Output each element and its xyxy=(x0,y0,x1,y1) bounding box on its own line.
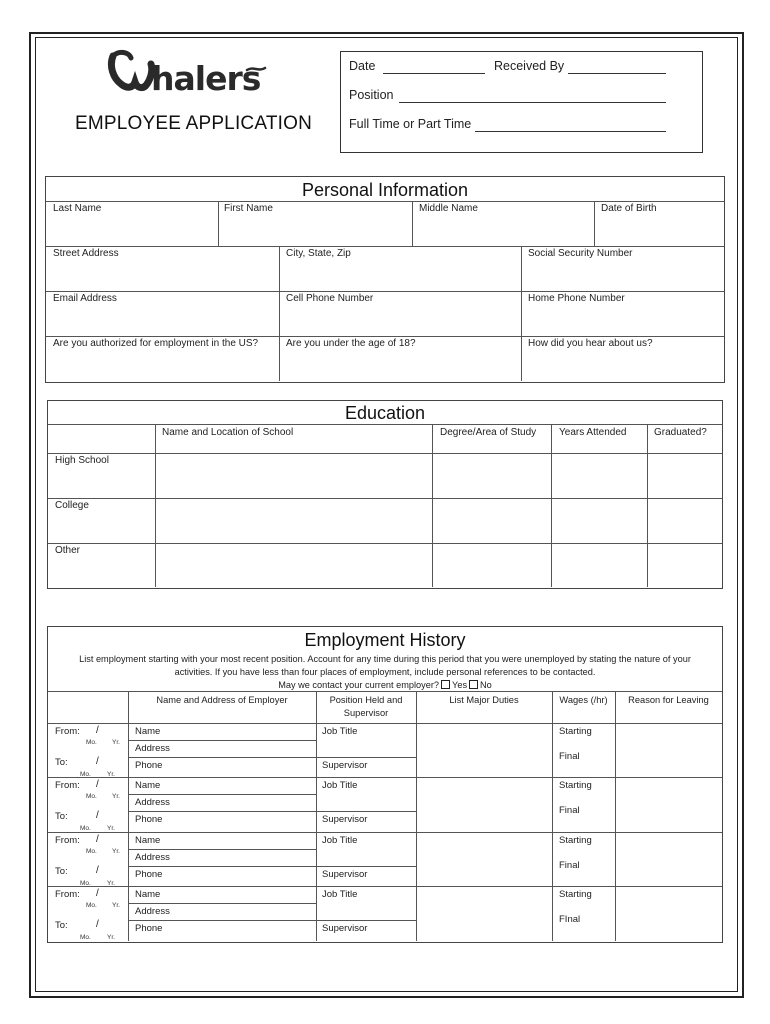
month-hint: Mo. xyxy=(80,934,91,941)
col-reason: Reason for Leaving xyxy=(628,695,709,705)
col-position-2: Supervisor xyxy=(343,708,389,718)
to-label: To: xyxy=(55,920,68,931)
first-name-field[interactable]: First Name xyxy=(224,203,273,214)
svg-text:halers: halers xyxy=(151,59,261,98)
year-hint: Yr. xyxy=(107,825,115,832)
received-by-field[interactable] xyxy=(568,73,666,74)
row-college: College xyxy=(55,500,89,511)
home-phone-field[interactable]: Home Phone Number xyxy=(528,293,625,304)
authorized-field[interactable]: Are you authorized for employment in the US? xyxy=(53,338,259,349)
personal-information-title: Personal Information xyxy=(301,180,469,200)
divider xyxy=(432,424,433,587)
divider xyxy=(128,903,316,904)
full-part-time-field[interactable] xyxy=(475,131,666,132)
supervisor-field[interactable]: Supervisor xyxy=(322,869,368,880)
divider xyxy=(594,201,595,246)
employer-name-field[interactable]: Name xyxy=(135,726,161,737)
col-employer: Name and Address of Employer xyxy=(156,695,288,705)
date-slash: / xyxy=(96,888,99,899)
job-title-field[interactable]: Job Title xyxy=(322,726,358,737)
divider xyxy=(128,757,316,758)
full-part-time-label: Full Time or Part Time xyxy=(349,117,472,131)
col-school: Name and Location of School xyxy=(162,427,294,438)
employment-history-title: Employment History xyxy=(304,630,466,650)
divider xyxy=(48,691,722,692)
year-hint: Yr. xyxy=(112,739,120,746)
divider xyxy=(128,794,316,795)
received-by-label: Received By xyxy=(494,59,565,73)
year-hint: Yr. xyxy=(107,880,115,887)
date-slash: / xyxy=(96,810,99,821)
divider xyxy=(48,777,722,778)
employer-phone-field[interactable]: Phone xyxy=(135,869,163,880)
month-hint: Mo. xyxy=(86,739,97,746)
divider xyxy=(647,424,648,587)
employer-phone-field[interactable]: Phone xyxy=(135,760,163,771)
divider xyxy=(218,201,219,246)
divider xyxy=(48,832,722,833)
starting-wage-field[interactable]: Starting xyxy=(559,889,592,900)
date-of-birth-field[interactable]: Date of Birth xyxy=(601,203,657,214)
employment-history-section xyxy=(47,626,723,943)
final-wage-field[interactable]: Final xyxy=(559,751,580,762)
email-field[interactable]: Email Address xyxy=(53,293,117,304)
ssn-field[interactable]: Social Security Number xyxy=(528,248,633,259)
divider xyxy=(128,920,316,921)
to-label: To: xyxy=(55,757,68,768)
year-hint: Yr. xyxy=(112,848,120,855)
supervisor-field[interactable]: Supervisor xyxy=(322,760,368,771)
divider xyxy=(48,453,722,454)
yes-checkbox[interactable] xyxy=(441,680,450,689)
employer-name-field[interactable]: Name xyxy=(135,835,161,846)
instruction-line-1: List employment starting with your most recent position. Account for any time during this period that you were unemployed by stating the nature of your xyxy=(79,654,691,664)
job-title-field[interactable]: Job Title xyxy=(322,889,358,900)
col-duties: List Major Duties xyxy=(449,695,519,705)
row-high-school: High School xyxy=(55,455,109,466)
employer-name-field[interactable]: Name xyxy=(135,889,161,900)
month-hint: Mo. xyxy=(80,880,91,887)
date-slash: / xyxy=(96,834,99,845)
col-degree: Degree/Area of Study xyxy=(440,427,537,438)
divider xyxy=(46,336,724,337)
month-hint: Mo. xyxy=(86,848,97,855)
yes-label: Yes xyxy=(452,680,468,690)
col-graduated: Graduated? xyxy=(654,427,707,438)
street-address-field[interactable]: Street Address xyxy=(53,248,119,259)
to-label: To: xyxy=(55,811,68,822)
divider xyxy=(46,246,724,247)
middle-name-field[interactable]: Middle Name xyxy=(419,203,478,214)
year-hint: Yr. xyxy=(107,934,115,941)
starting-wage-field[interactable]: Starting xyxy=(559,780,592,791)
divider xyxy=(316,691,317,941)
job-title-field[interactable]: Job Title xyxy=(322,780,358,791)
divider xyxy=(412,201,413,246)
divider xyxy=(316,920,416,921)
divider xyxy=(46,201,724,202)
no-label: No xyxy=(480,680,492,690)
education-title: Education xyxy=(344,403,426,423)
divider xyxy=(279,246,280,381)
date-slash: / xyxy=(96,865,99,876)
employer-address-field[interactable]: Address xyxy=(135,852,170,863)
divider xyxy=(48,723,722,724)
from-label: From: xyxy=(55,726,80,737)
last-name-field[interactable]: Last Name xyxy=(53,203,102,214)
employer-phone-field[interactable]: Phone xyxy=(135,814,163,825)
contact-question-row xyxy=(48,680,722,690)
divider xyxy=(316,757,416,758)
contact-question: May we contact your current employer? xyxy=(278,680,440,690)
divider xyxy=(316,811,416,812)
job-title-field[interactable]: Job Title xyxy=(322,835,358,846)
divider xyxy=(128,740,316,741)
form-title: EMPLOYEE APPLICATION xyxy=(75,113,313,134)
personal-information-section xyxy=(45,176,725,383)
date-label: Date xyxy=(349,59,376,73)
under-18-field[interactable]: Are you under the age of 18? xyxy=(286,338,416,349)
row-other: Other xyxy=(55,545,81,556)
col-wages: Wages (/hr) xyxy=(559,695,608,705)
employer-name-field[interactable]: Name xyxy=(135,780,161,791)
divider xyxy=(551,424,552,587)
education-section xyxy=(47,400,723,589)
no-checkbox[interactable] xyxy=(469,680,478,689)
divider xyxy=(128,811,316,812)
employer-address-field[interactable]: Address xyxy=(135,797,170,808)
date-slash: / xyxy=(96,725,99,736)
month-hint: Mo. xyxy=(86,793,97,800)
how-heard-field[interactable]: How did you hear about us? xyxy=(528,338,653,349)
office-use-box xyxy=(340,51,703,153)
divider xyxy=(48,886,722,887)
month-hint: Mo. xyxy=(80,825,91,832)
instruction-line-2: activities. If you have less than four places of employment, include personal references to be contacted. xyxy=(174,667,596,677)
whalers-logo xyxy=(107,48,267,102)
divider xyxy=(128,849,316,850)
divider xyxy=(416,691,417,941)
cell-phone-field[interactable]: Cell Phone Number xyxy=(286,293,374,304)
divider xyxy=(316,866,416,867)
col-position-1: Position Held and xyxy=(329,695,403,705)
divider xyxy=(48,498,722,499)
year-hint: Yr. xyxy=(112,793,120,800)
date-field[interactable] xyxy=(383,73,485,74)
final-wage-field[interactable]: Final xyxy=(559,805,580,816)
month-hint: Mo. xyxy=(86,902,97,909)
position-label: Position xyxy=(349,88,394,102)
position-field[interactable] xyxy=(399,102,666,103)
employer-address-field[interactable]: Address xyxy=(135,906,170,917)
employer-address-field[interactable]: Address xyxy=(135,743,170,754)
divider xyxy=(521,246,522,381)
supervisor-field[interactable]: Supervisor xyxy=(322,923,368,934)
from-label: From: xyxy=(55,835,80,846)
date-slash: / xyxy=(96,756,99,767)
year-hint: Yr. xyxy=(112,902,120,909)
divider xyxy=(155,424,156,587)
from-label: From: xyxy=(55,889,80,900)
divider xyxy=(615,691,616,941)
employer-phone-field[interactable]: Phone xyxy=(135,923,163,934)
divider xyxy=(552,691,553,941)
to-label: To: xyxy=(55,866,68,877)
divider xyxy=(46,291,724,292)
col-years: Years Attended xyxy=(559,427,627,438)
starting-wage-field[interactable]: Starting xyxy=(559,835,592,846)
divider xyxy=(48,424,722,425)
month-hint: Mo. xyxy=(80,771,91,778)
city-state-zip-field[interactable]: City, State, Zip xyxy=(286,248,351,259)
divider xyxy=(128,866,316,867)
date-slash: / xyxy=(96,779,99,790)
year-hint: Yr. xyxy=(107,771,115,778)
date-slash: / xyxy=(96,919,99,930)
divider xyxy=(48,543,722,544)
from-label: From: xyxy=(55,780,80,791)
supervisor-field[interactable]: Supervisor xyxy=(322,814,368,825)
final-wage-field[interactable]: FInal xyxy=(559,914,581,925)
starting-wage-field[interactable]: Starting xyxy=(559,726,592,737)
final-wage-field[interactable]: Final xyxy=(559,860,580,871)
